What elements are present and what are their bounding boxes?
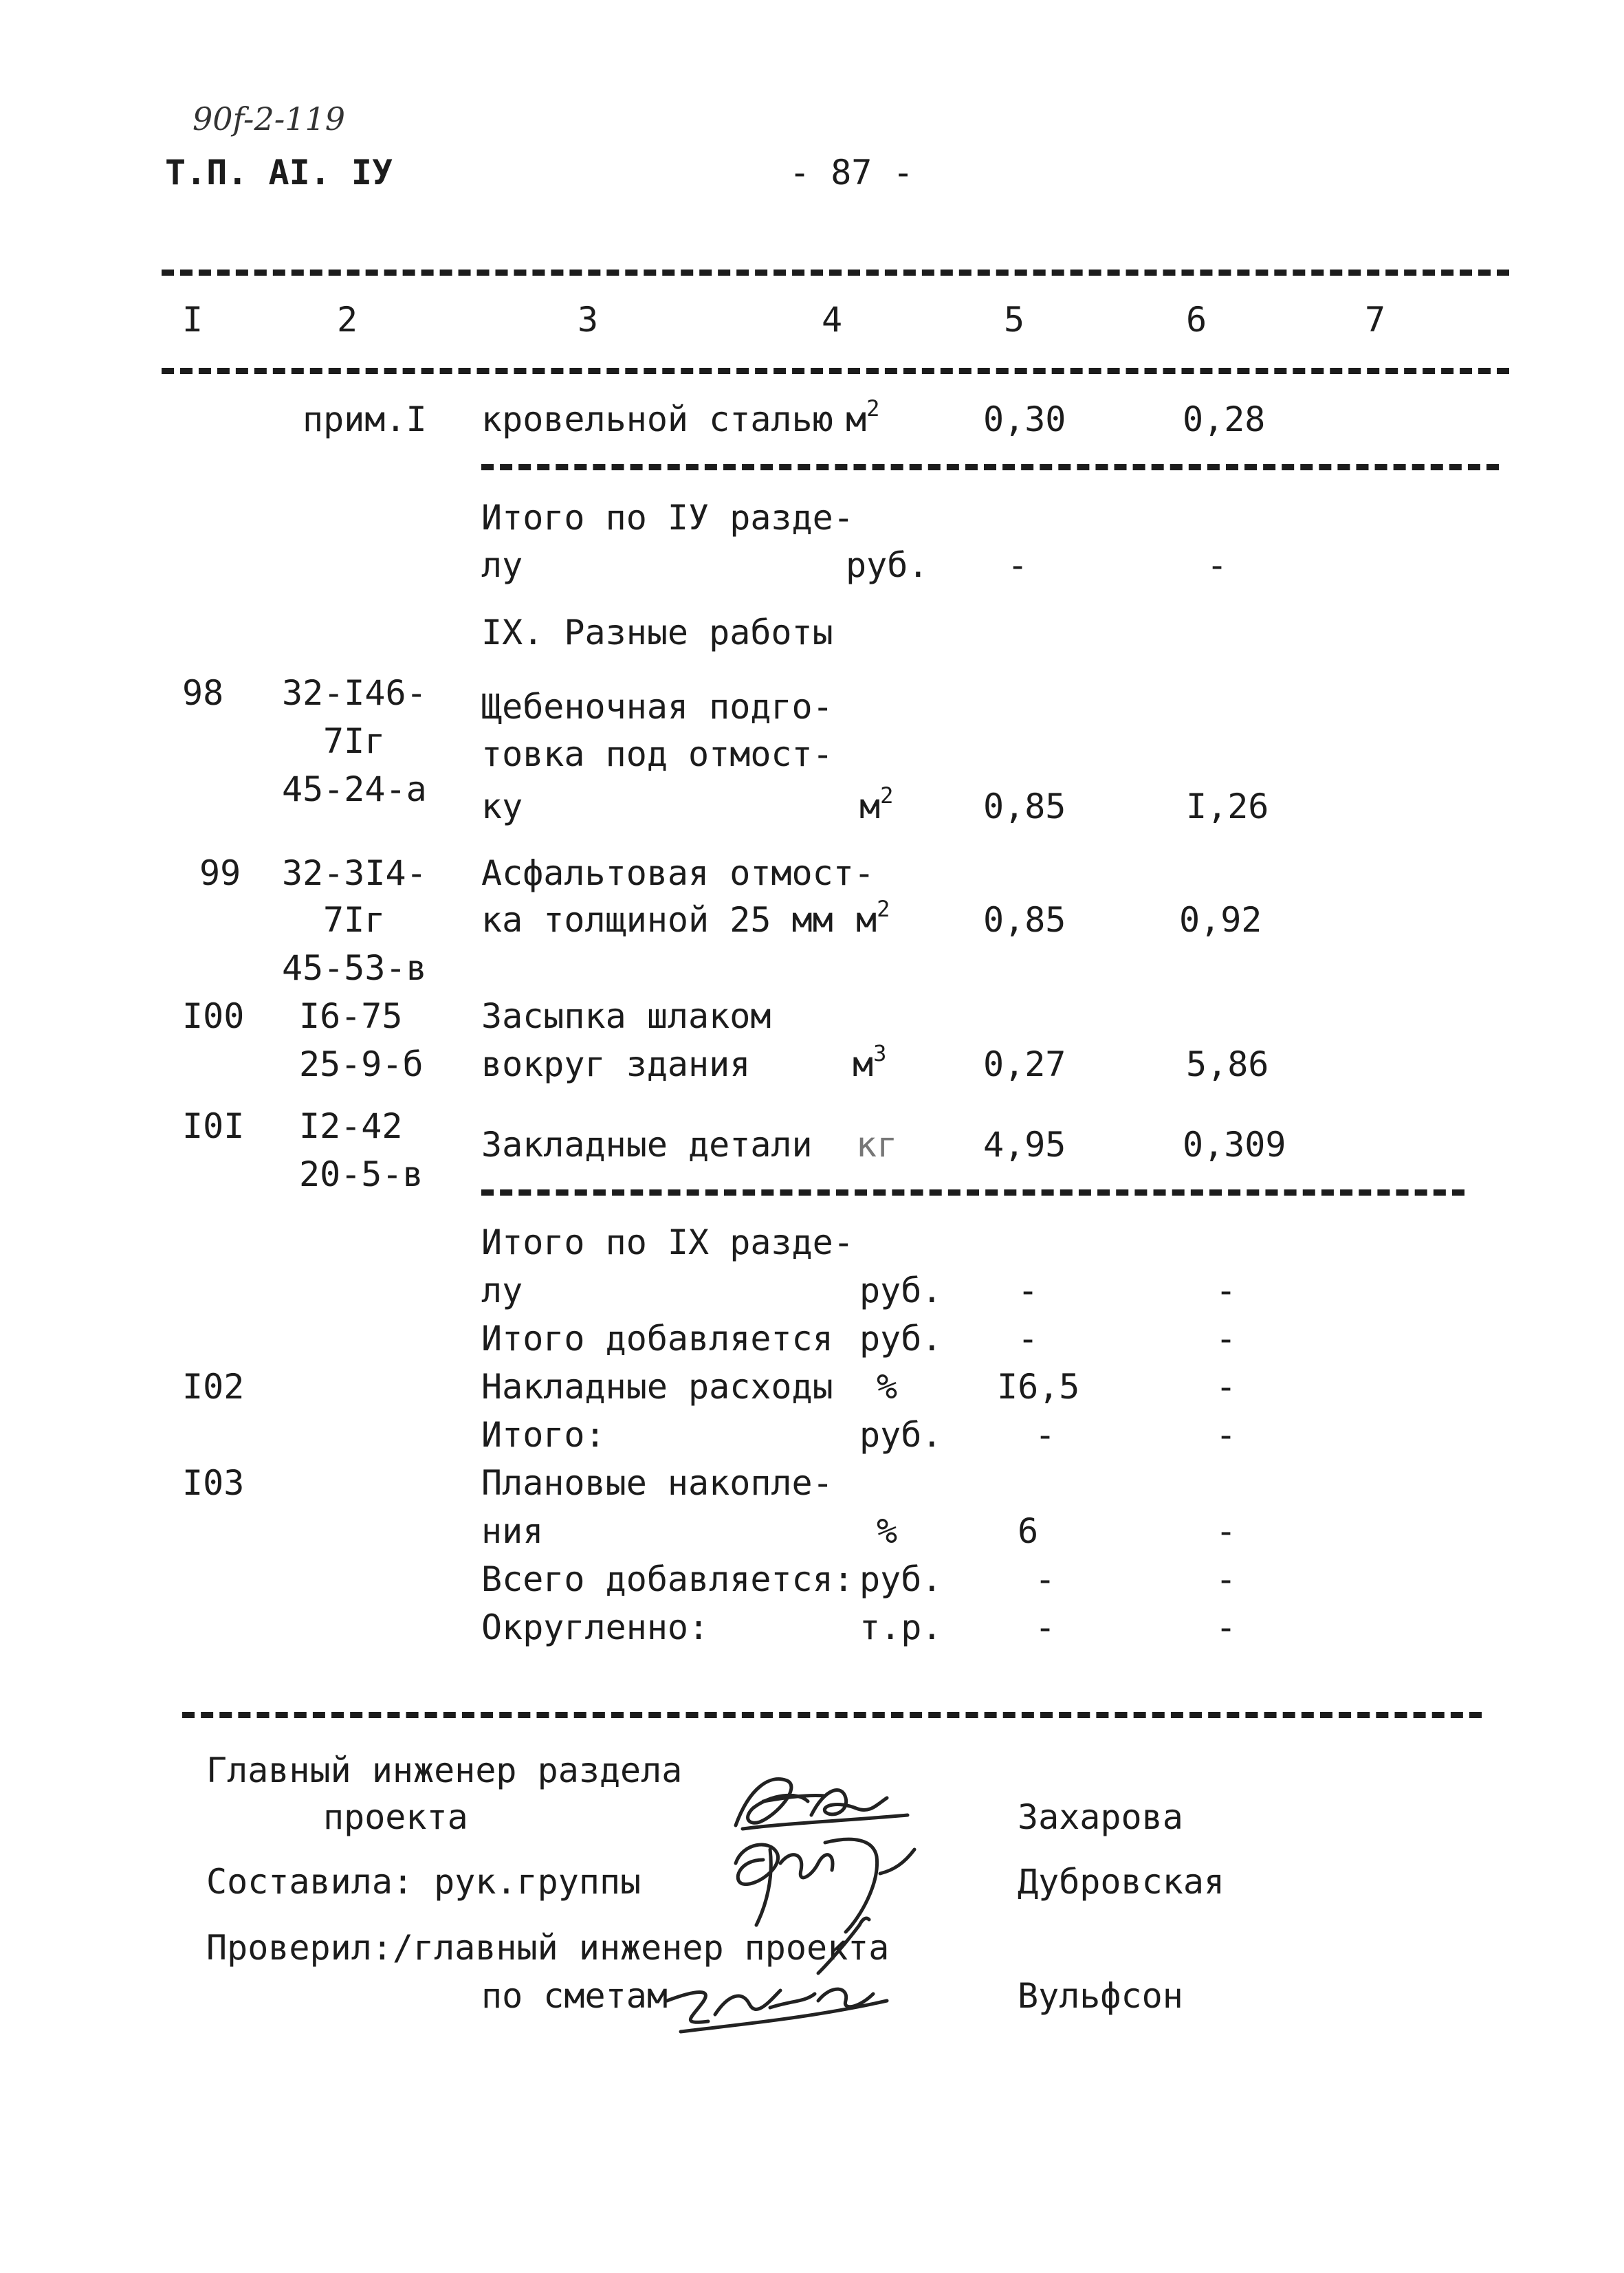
total-col5: - xyxy=(1018,1271,1039,1310)
row-unit: кг xyxy=(856,1125,898,1165)
total-name: лу xyxy=(481,1271,523,1310)
slash-mark xyxy=(811,1911,873,1980)
column-number-7: 7 xyxy=(1365,300,1386,340)
total-name: Итого по IX разде- xyxy=(481,1222,854,1262)
total-unit: руб. xyxy=(859,1415,943,1455)
total-col5: I6,5 xyxy=(997,1367,1080,1407)
checked-name: Вульфсон xyxy=(1018,1976,1183,2016)
row-number: I0I xyxy=(182,1106,245,1146)
total-name: Накладные расходы xyxy=(481,1367,833,1407)
total-col5: - xyxy=(1035,1607,1056,1647)
row-name: товка под отмост- xyxy=(481,734,833,774)
row-name: Засыпка шлаком xyxy=(481,996,771,1036)
row-unit: руб. xyxy=(846,545,929,585)
divider-row xyxy=(481,464,1499,470)
row-number: 98 xyxy=(182,673,224,713)
row-unit: $м^2$ xyxy=(846,395,880,439)
row-unit: $м^2$ xyxy=(859,782,894,826)
row-code: прим.I xyxy=(303,399,427,439)
row-code: 32-I46- xyxy=(282,673,427,713)
total-unit: % xyxy=(877,1367,898,1407)
row-number: I00 xyxy=(182,996,245,1036)
checked-label-cont: по сметам xyxy=(481,1976,668,2016)
total-name: Плановые накопле- xyxy=(481,1463,833,1503)
total-unit: т.р. xyxy=(859,1607,943,1647)
total-col6: - xyxy=(1216,1319,1237,1359)
section-heading: IX. Разные работы xyxy=(481,613,833,652)
total-name: Округленно: xyxy=(481,1607,710,1647)
total-name: Итого добавляется xyxy=(481,1319,833,1359)
checked-label: Проверил:/главный инженер проекта xyxy=(206,1928,890,1968)
row-code: 45-53-в xyxy=(282,948,427,988)
total-col5: - xyxy=(1035,1559,1056,1599)
total-unit: руб. xyxy=(859,1319,943,1359)
row-col6: 0,92 xyxy=(1179,900,1262,940)
row-col6: I,26 xyxy=(1186,787,1269,826)
row-code: 25-9-б xyxy=(299,1044,424,1084)
row-name: Щебеночная подго- xyxy=(481,687,833,727)
row-col5: 0,85 xyxy=(983,900,1066,940)
row-col6: - xyxy=(1207,545,1228,585)
total-col6: - xyxy=(1216,1559,1237,1599)
column-number-2: 2 xyxy=(337,300,358,340)
row-col5: 0,30 xyxy=(983,399,1066,439)
row-name: лу xyxy=(481,545,523,585)
column-number-4: 4 xyxy=(822,300,843,340)
row-name: вокруг здания xyxy=(481,1044,751,1084)
total-name: Итого: xyxy=(481,1415,606,1455)
total-col6: - xyxy=(1216,1271,1237,1310)
row-name: Закладные детали xyxy=(481,1125,813,1165)
total-col5: - xyxy=(1035,1415,1056,1455)
row-col6: 0,309 xyxy=(1183,1125,1286,1165)
divider-header xyxy=(162,368,1509,374)
total-col6: - xyxy=(1216,1511,1237,1551)
compiled-label: Составила: рук.группы xyxy=(206,1862,641,1902)
row-name: кровельной сталью xyxy=(481,399,833,439)
series-label: Т.П. АI. IУ xyxy=(165,153,393,193)
column-number-1: I xyxy=(182,300,204,340)
column-number-5: 5 xyxy=(1004,300,1025,340)
page-number: - 87 - xyxy=(789,153,914,193)
chief-engineer-name: Захарова xyxy=(1018,1797,1183,1837)
total-col6: - xyxy=(1216,1367,1237,1407)
total-number: I03 xyxy=(182,1463,245,1503)
chief-engineer-label: Главный инженер раздела xyxy=(206,1750,683,1790)
total-name: Всего добавляется: xyxy=(481,1559,854,1599)
total-name: ния xyxy=(481,1511,544,1551)
total-unit: % xyxy=(877,1511,898,1551)
row-unit: $м^3$ xyxy=(853,1040,887,1084)
column-number-3: 3 xyxy=(578,300,599,340)
divider-row xyxy=(481,1189,1464,1196)
row-name: Асфальтовая отмост- xyxy=(481,853,875,893)
row-code: 7Iг xyxy=(323,721,386,761)
total-unit: руб. xyxy=(859,1559,943,1599)
row-code: 32-3I4- xyxy=(282,853,427,893)
signature-vulfson-image xyxy=(653,1953,914,2042)
row-code: 20-5-в xyxy=(299,1154,424,1194)
total-number: I02 xyxy=(182,1367,245,1407)
row-name: Итого по IУ разде- xyxy=(481,498,854,538)
divider-top xyxy=(162,270,1509,276)
row-code: 7Iг xyxy=(323,900,386,940)
row-col6: 0,28 xyxy=(1183,399,1266,439)
row-unit: $м^2$ xyxy=(856,896,890,940)
column-number-6: 6 xyxy=(1186,300,1207,340)
handwritten-code: 90f-2-119 xyxy=(193,100,346,138)
divider-bottom xyxy=(182,1712,1482,1718)
total-col6: - xyxy=(1216,1415,1237,1455)
row-name: ка толщиной 25 мм xyxy=(481,900,833,940)
compiled-name: Дубровская xyxy=(1018,1862,1225,1902)
row-col6: 5,86 xyxy=(1186,1044,1269,1084)
row-number: 99 xyxy=(199,853,241,893)
total-col6: - xyxy=(1216,1607,1237,1647)
row-code: 45-24-а xyxy=(282,769,427,809)
row-code: I6-75 xyxy=(299,996,403,1036)
total-unit: руб. xyxy=(859,1271,943,1310)
row-code: I2-42 xyxy=(299,1106,403,1146)
total-col5: 6 xyxy=(1018,1511,1039,1551)
row-name: ку xyxy=(481,787,523,826)
row-col5: 0,85 xyxy=(983,787,1066,826)
row-col5: - xyxy=(1007,545,1029,585)
row-col5: 0,27 xyxy=(983,1044,1066,1084)
chief-engineer-label-cont: проекта xyxy=(323,1797,468,1837)
row-col5: 4,95 xyxy=(983,1125,1066,1165)
total-col5: - xyxy=(1018,1319,1039,1359)
